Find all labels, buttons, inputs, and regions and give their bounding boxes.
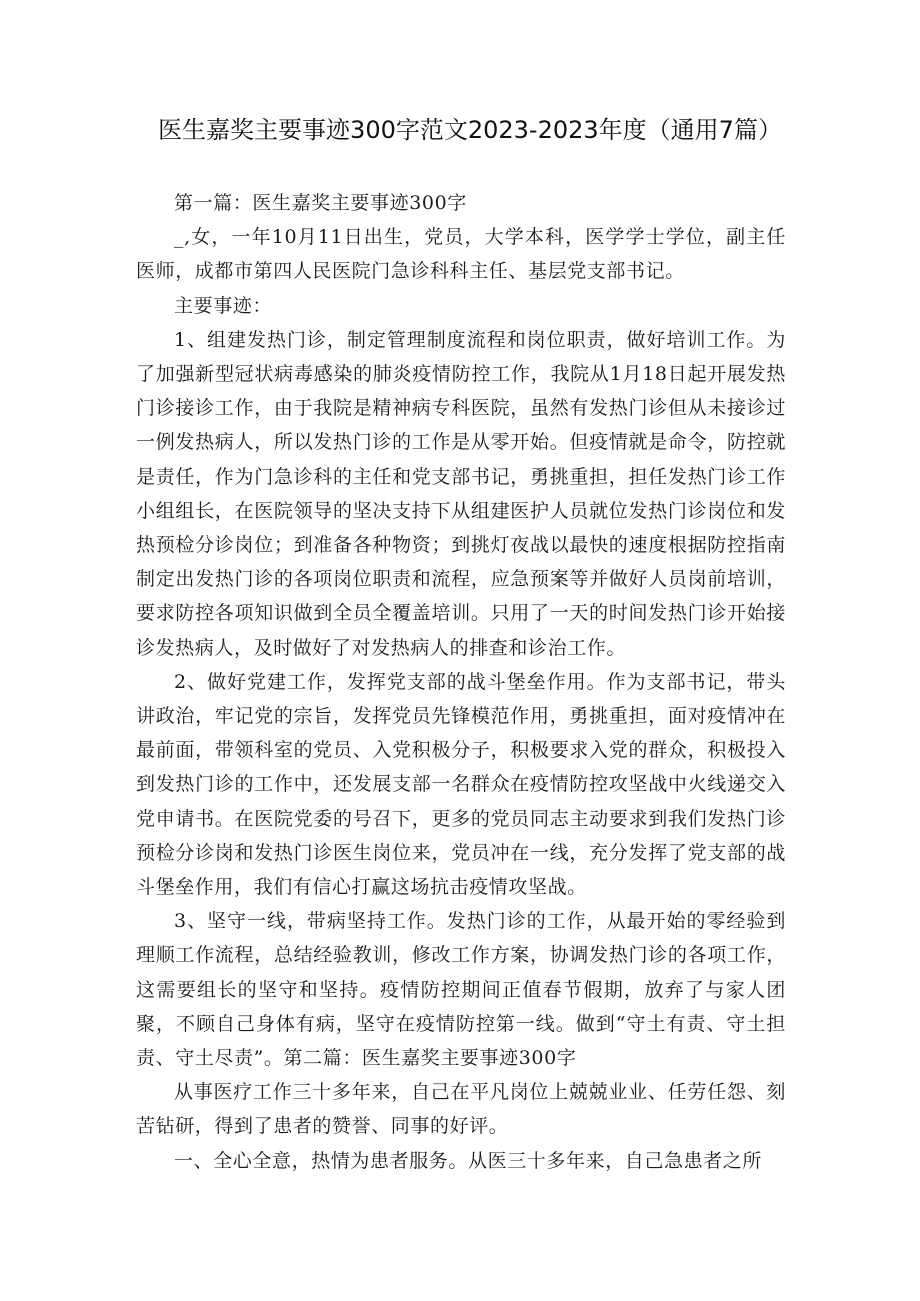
main-deeds-heading: 主要事迹： (174, 294, 273, 317)
second-article-point-1: 一、全心全意，热情为患者服务。从医三十多年来，自己急患者之所 (174, 1149, 763, 1172)
section-heading-first: 第一篇：医生嘉奖主要事迹300字 (174, 192, 467, 214)
deed-paragraph-3: 3、坚守一线，带病坚持工作。发热门诊的工作，从最开始的零经验到理顺工作流程，总结经验教训，修改工作方案，协调发热门诊的各项工作，这需要组长的坚守和坚持。疫情防控期间正值春节假期，放弃了与家人团聚，不顾自己身体有病，坚守在疫情防控第一线。做到“守土有责、守土担责、守土尽责”。第二篇：医生嘉奖主要事迹300字 (136, 910, 786, 1070)
second-article-intro: 从事医疗工作三十多年来，自己在平凡岗位上兢兢业业、任劳任怨、刻苦钻研，得到了患者的赞誉、同事的好评。 (136, 1081, 786, 1138)
deed-paragraph-2: 2、做好党建工作，发挥党支部的战斗堡垒作用。作为支部书记，带头讲政治，牢记党的宗旨，发挥党员先锋模范作用，勇挑重担，面对疫情冲在最前面，带领科室的党员、入党积极分子，积极要求入党的群众，积极投入到发热门诊的工作中，还发展支部一名群众在疫情防控攻坚战中火线递交入党申请书。在医院党委的号召下，更多的党员同志主动要求到我们发热门诊预检分诊岗和发热门诊医生岗位来，党员冲在一线，充分发挥了党支部的战斗堡垒作用，我们有信心打赢这场抗击疫情攻坚战。 (136, 670, 786, 899)
document-body (136, 186, 786, 1178)
deed-paragraph-1: 1、组建发热门诊，制定管理制度流程和岗位职责，做好培训工作。为了加强新型冠状病毒感染的肺炎疫情防控工作，我院从1月18日起开展发热门诊接诊工作，由于我院是精神病专科医院，虽然有发热门诊但从未接诊过一例发热病人，所以发热门诊的工作是从零开始。但疫情就是命令，防控就是责任，作为门急诊科的主任和党支部书记，勇挑重担，担任发热门诊工作小组组长，在医院领导的坚决支持下从组建医护人员就位发热门诊岗位和发热预检分诊岗位；到准备各种物资；到挑灯夜战以最快的速度根据防控指南制定出发热门诊的各项岗位职责和流程，应急预案等并做好人员岗前培训，要求防控各项知识做到全员全覆盖培训。只用了一天的时间发热门诊开始接诊发热病人，及时做好了对发热病人的排查和诊治工作。 (136, 328, 786, 659)
document-title: 医生嘉奖主要事迹300字范文2023-2023年度（通用7篇） (158, 116, 782, 144)
profile-paragraph: _,女，一年10月11日出生，党员，大学本科，医学学士学位，副主任医师，成都市第四人民医院门急诊科科主任、基层党支部书记。 (136, 226, 786, 283)
